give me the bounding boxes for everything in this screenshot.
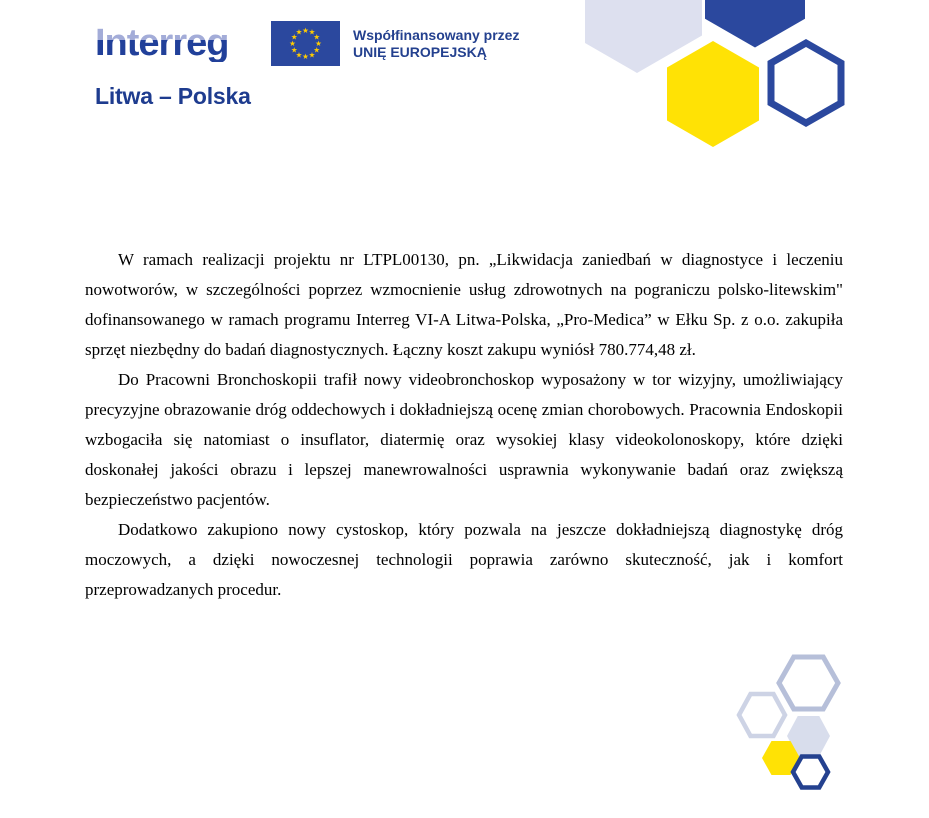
hexagon-decoration-bottom-right — [735, 650, 850, 795]
eu-funding-line1: Współfinansowany przez — [353, 27, 520, 43]
hexagon-decoration-top-right — [585, 0, 845, 150]
eu-flag-star-icon: ★ — [302, 52, 309, 61]
eu-flag-star-icon: ★ — [313, 32, 321, 42]
eu-flag-star-icon: ★ — [290, 45, 298, 55]
interreg-wordmark: Interreg — [95, 22, 229, 64]
eu-flag-star-icon: ★ — [295, 27, 303, 37]
eu-flag-star-icon: ★ — [289, 39, 296, 48]
document-body — [85, 245, 843, 605]
interreg-logo — [95, 22, 251, 109]
outlined-gray-hexagon-large — [779, 657, 838, 709]
eu-flag-star-icon: ★ — [308, 50, 316, 60]
eu-flag-star-icon: ★ — [290, 32, 298, 42]
eu-flag-star-icon: ★ — [313, 45, 321, 55]
blue-hexagon — [705, 0, 805, 48]
eu-flag-star-icon: ★ — [302, 26, 309, 35]
eu-funding-line2: UNIĘ EUROPEJSKĄ — [353, 44, 487, 60]
paragraph-project-info: W ramach realizacji projektu nr LTPL00130, pn. „Likwidacja zaniedbań w diagnostyce i leczeniu nowotworów, w szczególności poprzez wzmocnienie usług zdrowotnych na pograniczu polsko-litewskim" dofinansowanego w ramach programu Interreg VI-A Litwa-Polska, „Pro-Medica” w Ełku Sp. z o.o. zakupiła sprzęt niezbędny do badań diagnostycznych. Łączny koszt zakupu wyniósł 780.774,48 zł. — [85, 250, 843, 359]
eu-funding-caption — [353, 27, 519, 61]
outlined-light-hexagon — [739, 694, 785, 736]
interreg-program-name: Litwa – Polska — [95, 83, 251, 109]
eu-flag-star-icon: ★ — [315, 39, 322, 48]
eu-funding-block — [271, 21, 519, 66]
paragraph-equipment-info: Do Pracowni Bronchoskopii trafił nowy videobronchoskop wyposażony w tor wizyjny, umożliwiający precyzyjne obrazowanie dróg oddechowych i dokładniejszą ocenę zmian chorobowych. Pracownia Endoskopii wzbogaciła się natomiast o insuflator, diatermię oraz wysokiej klasy videokolonoskopy, które dzięki doskonałej jakości obrazu i lepszej manewrowalności usprawnia wykonywanie badań oraz zwiększą bezpieczeństwo pacjentów. — [85, 370, 843, 509]
eu-flag-icon — [271, 21, 340, 66]
eu-flag-star-icon: ★ — [295, 50, 303, 60]
yellow-hexagon — [667, 41, 759, 147]
paragraph-cystoscope-info: Dodatkowo zakupiono nowy cystoskop, który pozwala na jeszcze dokładniejszą diagnostykę dróg moczowych, a dzięki nowoczesnej technologii poprawia zarówno skuteczność, jak i komfort przeprowadzanych procedur. — [85, 520, 843, 599]
eu-flag-star-icon: ★ — [308, 27, 316, 37]
outlined-navy-hexagon-small — [793, 757, 828, 788]
outlined-blue-hexagon — [771, 43, 841, 123]
